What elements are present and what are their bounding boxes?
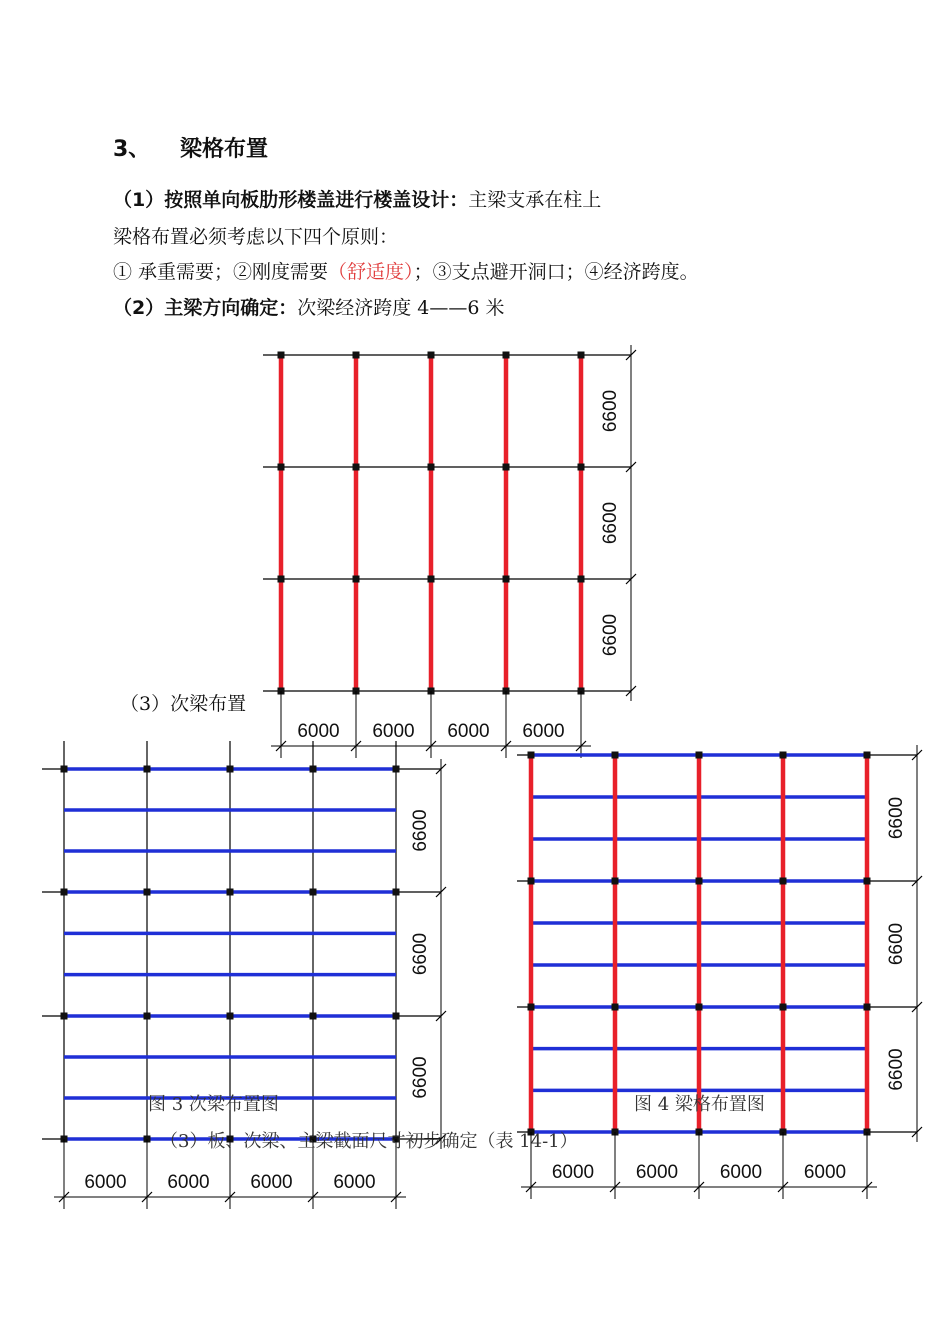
dimension-label-y: 6600: [410, 809, 432, 852]
column-marker: [696, 1004, 703, 1011]
column-marker: [612, 1004, 619, 1011]
paragraph-4-text: 次梁经济跨度 4——6 米: [297, 297, 505, 319]
dimension-label-y: 6600: [886, 1048, 908, 1091]
column-marker: [528, 1004, 535, 1011]
column-marker: [696, 752, 703, 759]
figure-3-caption: 图 3 次梁布置图: [148, 1094, 279, 1115]
dimension-label-y: 6600: [410, 1056, 432, 1099]
column-marker: [696, 878, 703, 885]
dimension-label-x: 6000: [522, 721, 565, 743]
paragraph-1-label: （1）按照单向板肋形楼盖进行楼盖设计：: [113, 189, 469, 211]
column-marker: [528, 752, 535, 759]
dimension-label-x: 6000: [84, 1172, 127, 1194]
column-marker: [612, 878, 619, 885]
column-marker: [780, 1004, 787, 1011]
column-marker: [864, 752, 871, 759]
paragraph-3-before: ① 承重需要；②刚度需要: [113, 261, 329, 283]
paragraph-3-after: ；③支点避开洞口；④经济跨度。: [413, 261, 699, 283]
dimension-label-x: 6000: [167, 1172, 210, 1194]
column-marker: [780, 752, 787, 759]
paragraph-4-label: （2）主梁方向确定：: [113, 297, 298, 319]
column-marker: [864, 1004, 871, 1011]
dimension-label-x: 6000: [635, 1162, 679, 1184]
dimension-label-y: 6600: [600, 389, 622, 433]
column-marker: [612, 752, 619, 759]
dimension-label-y: 6600: [886, 922, 908, 966]
dimension-label-y: 6600: [886, 796, 908, 840]
dimension-label-x: 6000: [333, 1172, 376, 1194]
dimension-label-x: 6000: [551, 1162, 595, 1184]
section-title: 梁格布置: [180, 137, 269, 162]
column-marker: [528, 878, 535, 885]
section-number: 3、: [113, 137, 151, 162]
column-marker: [864, 878, 871, 885]
dimension-label-y: 6600: [600, 613, 622, 657]
paragraph-2: 梁格布置必须考虑以下四个原则：: [113, 226, 399, 248]
dimension-label-x: 6000: [803, 1162, 847, 1184]
paragraph-3-highlight: （舒适度）: [328, 261, 414, 283]
figure-4-caption: 图 4 梁格布置图: [634, 1094, 765, 1115]
paragraph-5: （3）次梁布置: [120, 693, 247, 715]
dimension-label-x: 6000: [447, 721, 490, 743]
dimension-label-x: 6000: [372, 721, 415, 743]
dimension-label-x: 6000: [297, 721, 340, 743]
paragraph-1-text: 主梁支承在柱上: [468, 189, 602, 211]
column-marker: [780, 878, 787, 885]
dimension-label-x: 6000: [719, 1162, 763, 1184]
dimension-label-x: 6000: [250, 1172, 293, 1194]
dimension-label-y: 6600: [600, 501, 622, 545]
dimension-label-y: 6600: [410, 932, 432, 976]
paragraph-6: （3）板、次梁、主梁截面尺寸初步确定（表 14-1）: [160, 1131, 578, 1152]
